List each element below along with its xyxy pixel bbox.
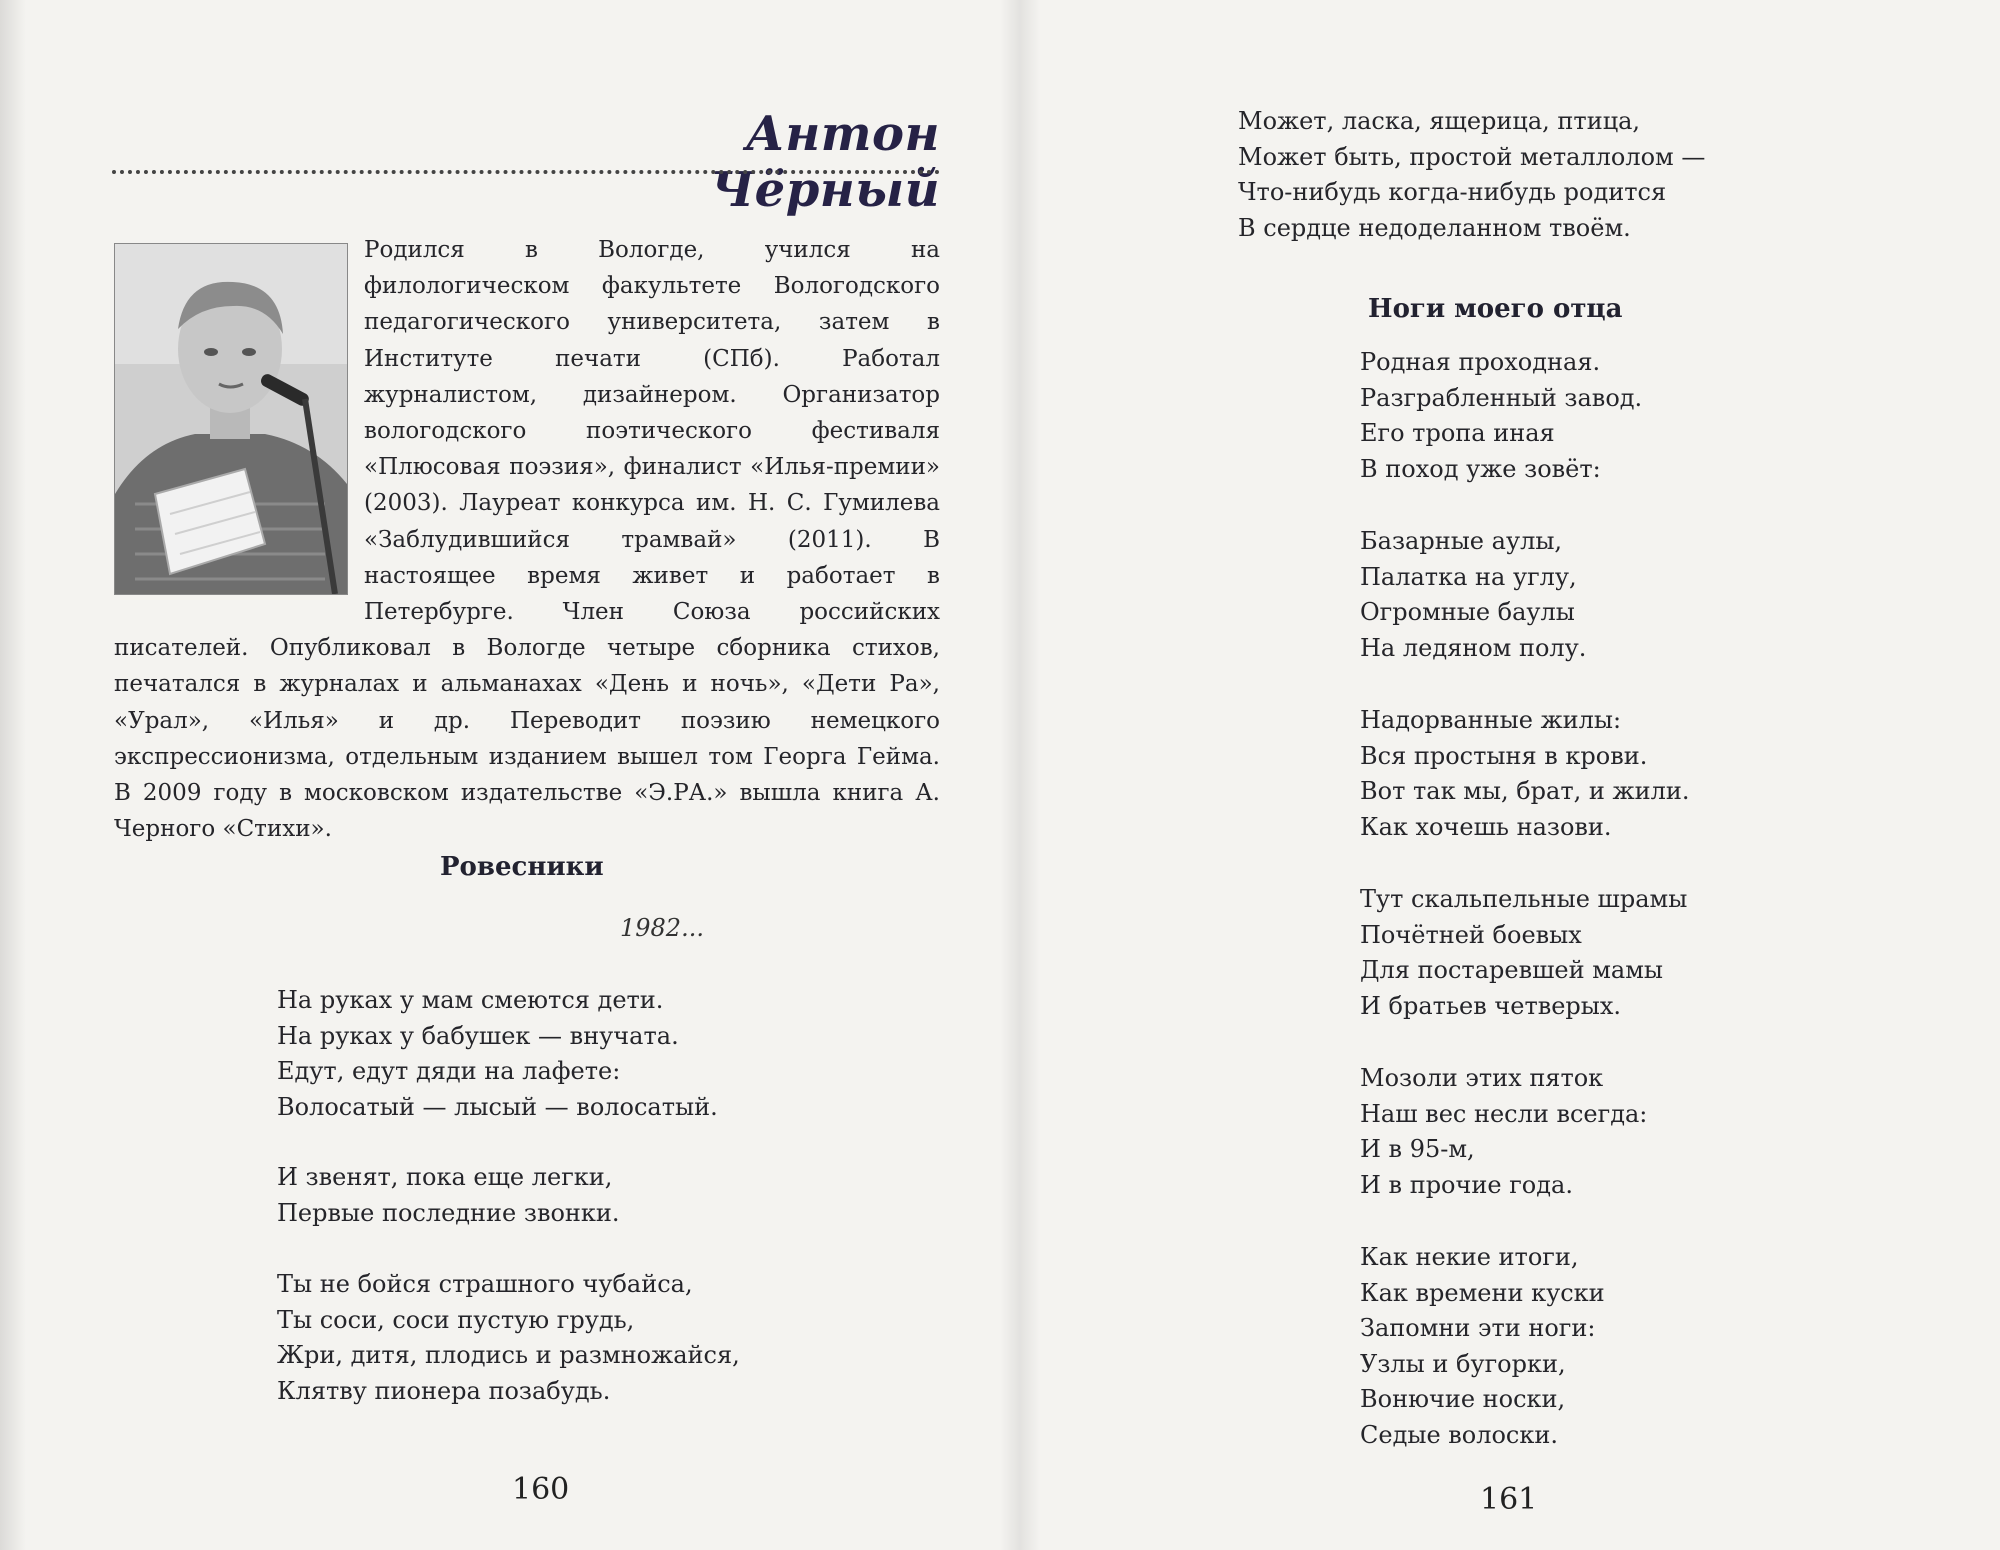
poem-line: Как некие итоги, xyxy=(1360,1243,1579,1271)
poem-stanza xyxy=(1360,345,1642,487)
poem-line: В сердце недоделанном твоём. xyxy=(1238,213,1631,242)
poem-line: Почётней боевых xyxy=(1360,920,1582,949)
poem-line: И в прочие года. xyxy=(1360,1170,1573,1199)
poem-line: Запомни эти ноги: xyxy=(1360,1314,1596,1342)
poem-title-rovesniki: Ровесники xyxy=(440,852,604,882)
poem-stanza xyxy=(277,1267,740,1409)
poem-line: Едут, едут дяди на лафете: xyxy=(277,1057,621,1085)
poem-line: Узлы и бугорки, xyxy=(1360,1349,1566,1378)
portrait-text-wrap xyxy=(114,232,364,598)
poem-line: И в 95-м, xyxy=(1360,1135,1475,1163)
poem-stanza xyxy=(1360,1061,1647,1203)
poem-line: И звенят, пока еще легки, xyxy=(277,1163,613,1191)
poem-stanza xyxy=(1360,882,1687,1024)
poem-line: Может, ласка, ящерица, птица, xyxy=(1238,107,1641,135)
poem-line: И братьев четверых. xyxy=(1360,991,1622,1020)
poem-line: Вот так мы, брат, и жили. xyxy=(1360,777,1690,805)
poem-line: Разграбленный завод. xyxy=(1360,383,1643,412)
poem-line: В поход уже зовёт: xyxy=(1360,454,1601,483)
poem-line: Что-нибудь когда-нибудь родится xyxy=(1238,178,1667,206)
poem-line: На руках у бабушек — внучата. xyxy=(277,1021,679,1050)
page-number-right: 161 xyxy=(1480,1482,1538,1517)
poem-line: Клятву пионера позабудь. xyxy=(277,1376,611,1405)
poem-line: Ты не бойся страшного чубайса, xyxy=(277,1270,693,1298)
poem-line: На руках у мам смеются дети. xyxy=(277,986,664,1014)
author-biography-text: Родился в Вологде, учился на филологическом факультете Вологодского педагогического университета, затем в Институте печати (СПб). Работал журналистом, дизайнером. Организатор вологодского поэтического фестиваля «Плюсовая поэзия», финалист «Илья-премии» (2003). Лауреат конкурса им. Н. С. Гумилева «Заблудившийся трамвай» (2011). В настоящее время живет и работает в Петербурге. Член Союза российских писателей. Опубликовал в Вологде четыре сборника стихов, печатался в журналах и альманахах «День и ночь», «Дети Ра», «Урал», «Илья» и др. Переводит поэзию немецкого экспрессионизма, отдельным изданием вышел том Георга Гейма. В 2009 году в московском издательстве «Э.РА.» вышла книга А. Черного «Стихи». xyxy=(114,237,940,843)
poem-line: Как хочешь назови. xyxy=(1360,812,1612,841)
page-number-left: 160 xyxy=(512,1472,570,1507)
poem-line: Родная проходная. xyxy=(1360,348,1601,376)
poem-line: Тут скальпельные шрамы xyxy=(1360,885,1688,913)
author-name: Антон Чёрный xyxy=(710,106,940,218)
poem-line: Для постаревшей мамы xyxy=(1360,956,1663,984)
poem-line: Надорванные жилы: xyxy=(1360,706,1622,734)
poem-line: Палатка на углу, xyxy=(1360,562,1577,591)
poem-line: Наш вес несли всегда: xyxy=(1360,1099,1648,1128)
dotted-divider xyxy=(112,170,940,174)
poem-stanza xyxy=(1360,524,1586,666)
poem-stanza xyxy=(1360,1240,1605,1453)
poem-stanza xyxy=(277,983,718,1125)
poem-line: Как времени куски xyxy=(1360,1278,1605,1307)
poem-title-nogi-moego-ottsa: Ноги моего отца xyxy=(1368,294,1623,324)
poem-line: Огромные баулы xyxy=(1360,598,1575,626)
poem-line: Может быть, простой металлолом — xyxy=(1238,142,1706,171)
right-page xyxy=(1010,0,2000,1550)
poem-line: На ледяном полу. xyxy=(1360,633,1587,662)
poem-stanza xyxy=(277,1160,620,1231)
poem-line: Мозоли этих пяток xyxy=(1360,1064,1604,1092)
poem-line: Его тропа иная xyxy=(1360,419,1555,447)
poem-stanza xyxy=(1360,703,1689,845)
poem-line: Базарные аулы, xyxy=(1360,527,1563,555)
poem-line: Волосатый — лысый — волосатый. xyxy=(277,1092,718,1121)
poem-line: Первые последние звонки. xyxy=(277,1198,620,1227)
poem-continuation-stanza xyxy=(1238,104,1705,246)
poem-line: Вся простыня в крови. xyxy=(1360,741,1648,770)
poem-line: Вонючие носки, xyxy=(1360,1385,1566,1413)
poem-line: Ты соси, соси пустую грудь, xyxy=(277,1305,635,1334)
poem-epigraph: 1982... xyxy=(620,914,704,942)
poem-line: Седые волоски. xyxy=(1360,1420,1558,1449)
author-biography xyxy=(114,232,940,847)
poem-line: Жри, дитя, плодись и размножайся, xyxy=(277,1341,740,1369)
